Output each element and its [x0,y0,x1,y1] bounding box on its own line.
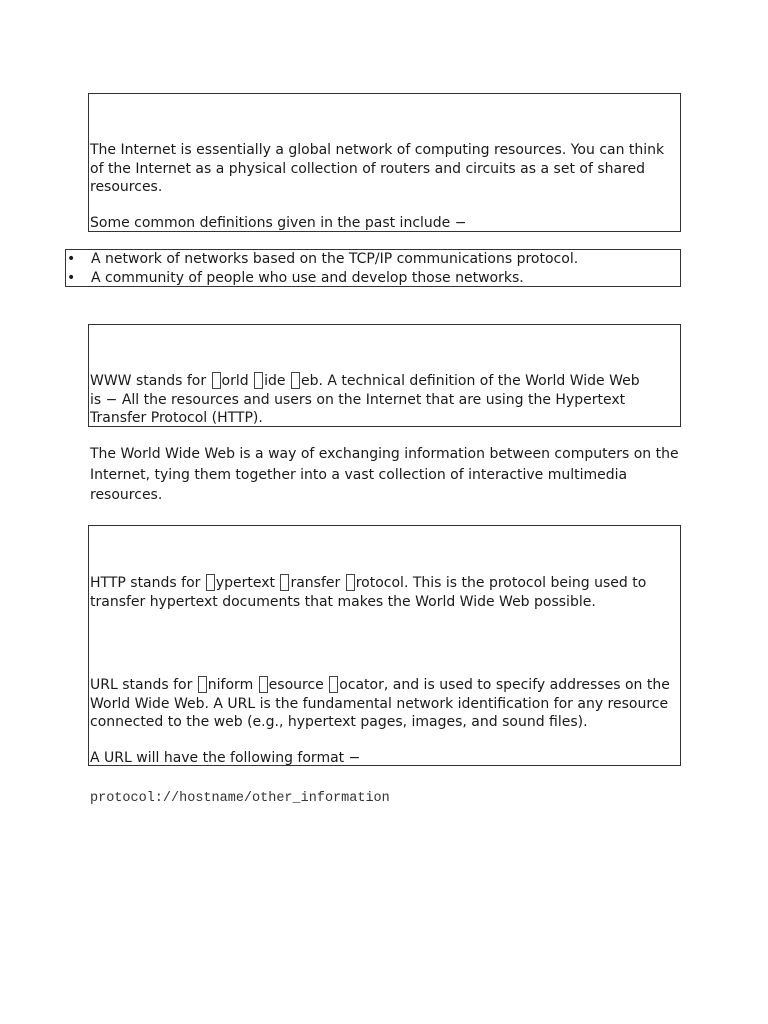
http-rest: rotocol. This is the protocol being used to transfer hypertext documents that makes the World Wide Web possible. [90,575,647,610]
missing-glyph-icon [198,676,207,693]
url-rest: ocator, and is used to specify addresses on the World Wide Web. A URL is the fundamental network identification for any resource connected to the web (e.g., hypertext pages, images, and sound files). [90,677,670,730]
url-format-intro: A URL will have the following format − [90,750,361,766]
url-prefix: URL stands for [90,677,197,693]
missing-glyph-icon [259,676,268,693]
http-word-1: ypertext [215,575,280,591]
www-prefix: WWW stands for [90,373,211,389]
missing-glyph-icon [280,574,289,591]
list-item-text: A network of networks based on the TCP/IP communications protocol. [91,251,579,267]
http-word-2: ransfer [290,575,345,591]
www-definition-paragraph [90,372,678,427]
www-description: The World Wide Web is a way of exchanging information between computers on the Internet, tying them together into a vast collection of interactive multimedia resources. [90,446,679,503]
internet-definition-box [88,93,681,232]
missing-glyph-icon [212,372,221,389]
url-word-1: niform [207,677,258,693]
definitions-intro: Some common definitions given in the past include − [90,215,467,231]
www-definition-box [88,324,681,427]
list-item [66,250,578,269]
http-url-box [88,525,681,766]
definitions-list [66,250,578,287]
www-rest: is − All the resources and users on the Internet that are using the Hypertext Transfer Protocol (HTTP). [90,391,626,426]
url-format-code: protocol://hostname/other_information [90,791,390,806]
missing-glyph-icon [291,372,300,389]
missing-glyph-icon [329,676,338,693]
www-rest-line1: eb. A technical definition of the World Wide Web [300,373,640,389]
internet-paragraph: The Internet is essentially a global network of computing resources. You can think of the Internet as a physical collection of routers and circuits as a set of shared resources. [90,142,665,195]
list-item [66,269,578,288]
http-definition-paragraph [90,574,678,611]
missing-glyph-icon [206,574,215,591]
bullet-icon: • [67,269,76,286]
url-word-2: esource [268,677,329,693]
www-word-1: orld [221,373,254,389]
missing-glyph-icon [254,372,263,389]
http-prefix: HTTP stands for [90,575,205,591]
www-word-2: ide [264,373,290,389]
list-item-text: A community of people who use and develop those networks. [91,269,524,286]
missing-glyph-icon [346,574,355,591]
definitions-list-box [65,249,681,287]
url-definition-paragraph [90,676,680,732]
bullet-icon: • [67,251,76,267]
